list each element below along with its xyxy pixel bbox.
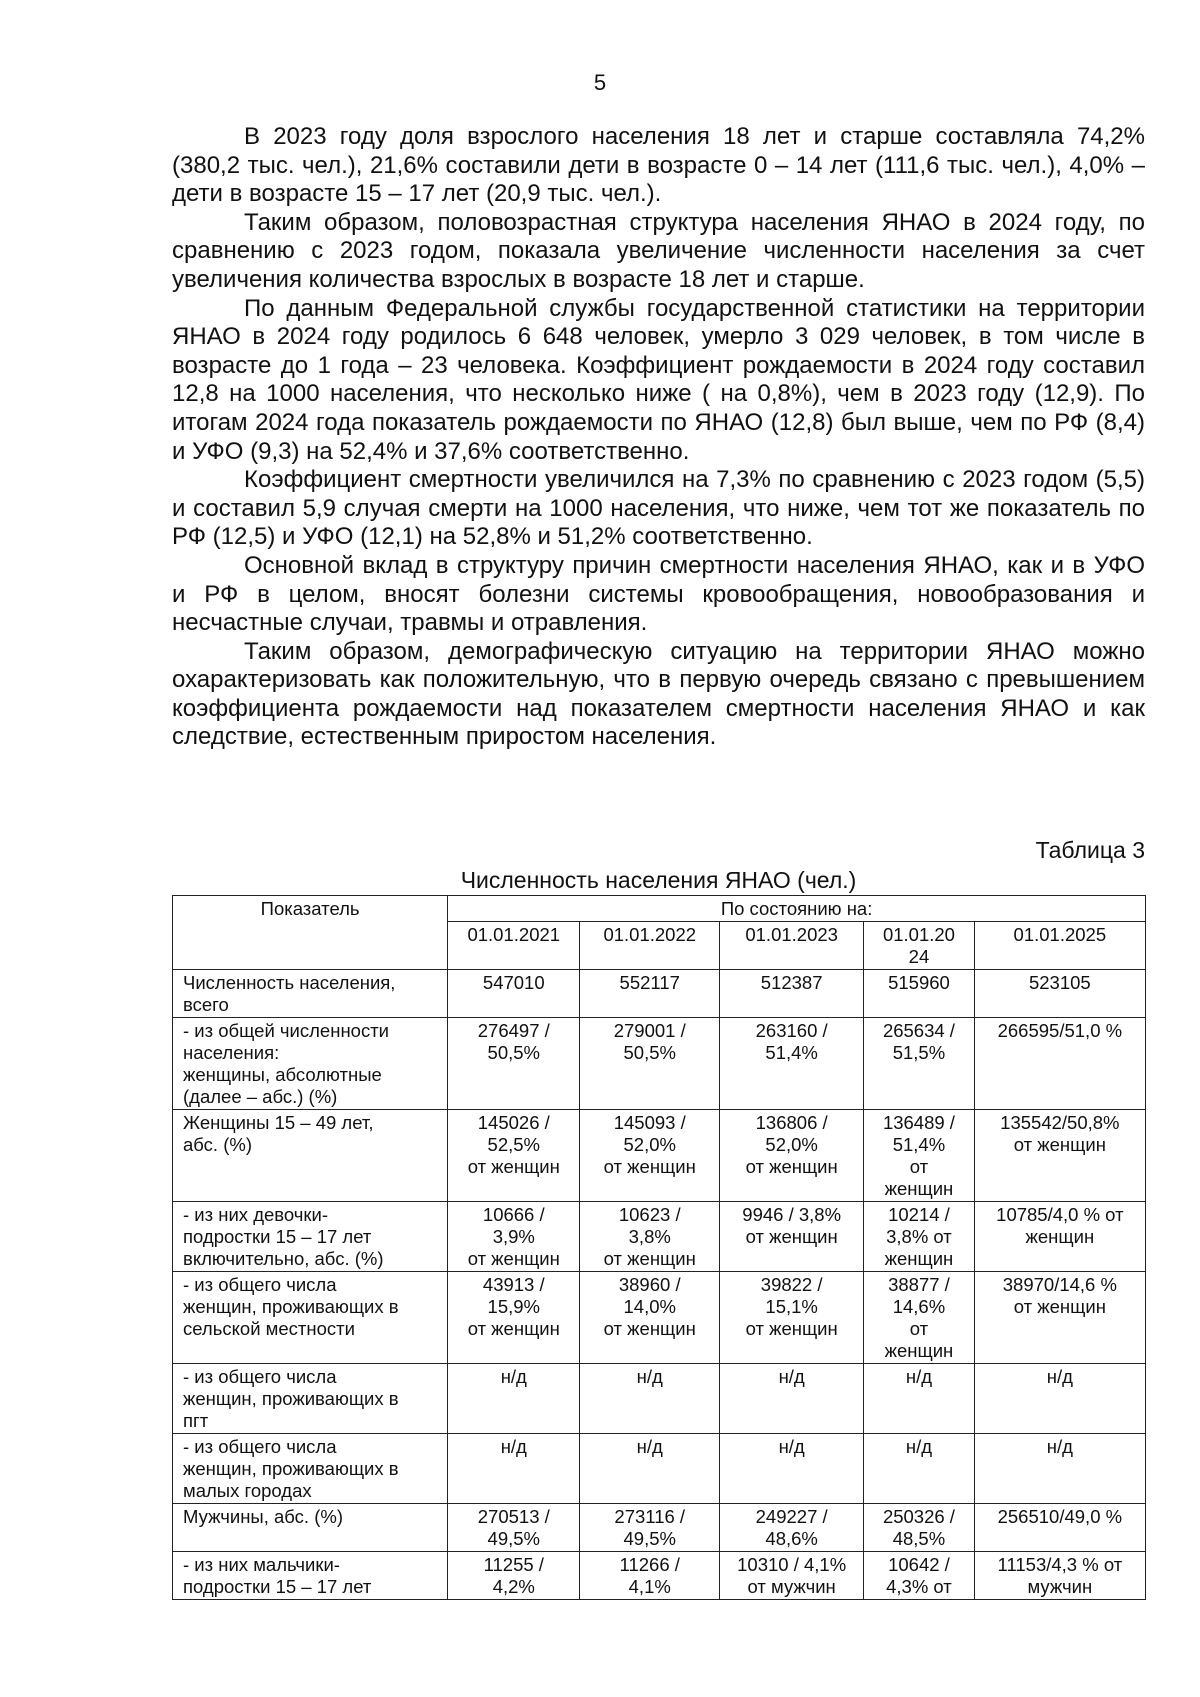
- cell-value: 263160 / 51,4%: [720, 1018, 864, 1110]
- header-date: 01.01.20 24: [864, 922, 975, 970]
- table-title: Численность населения ЯНАО (чел.): [460, 867, 857, 893]
- cell-value: 256510/49,0 %: [974, 1504, 1145, 1552]
- cell-value: 39822 / 15,1% от женщин: [720, 1272, 864, 1364]
- cell-value: 11266 / 4,1%: [580, 1552, 720, 1600]
- header-date: 01.01.2021: [448, 922, 580, 970]
- row-label: - из них мальчики- подростки 15 – 17 лет: [173, 1552, 448, 1600]
- cell-value: 276497 / 50,5%: [448, 1018, 580, 1110]
- cell-value: н/д: [864, 1364, 975, 1434]
- cell-value: 43913 / 15,9% от женщин: [448, 1272, 580, 1364]
- cell-value: 512387: [720, 970, 864, 1018]
- paragraph: В 2023 году доля взрослого населения 18 лет и старше составляла 74,2% (380,2 тыс. чел.), 21,6% составили дети в возрасте 0 – 14 лет (111,6 тыс. чел.), 4,0% – дети в возрасте 15 – 17 лет (20,9 тыс. чел.).: [172, 123, 1145, 208]
- cell-value: н/д: [448, 1364, 580, 1434]
- paragraph: Таким образом, демографическую ситуацию на территории ЯНАО можно охарактеризовать как положительную, что в первую очередь связано с превышением коэффициента рождаемости над показателем смертности населения ЯНАО и как следствие, естественным приростом населения.: [172, 637, 1145, 751]
- row-label: - из общего числа женщин, проживающих в сельской местности: [173, 1272, 448, 1364]
- body-text: [172, 123, 1145, 752]
- cell-value: н/д: [580, 1434, 720, 1504]
- row-label: - из общего числа женщин, проживающих в пгт: [173, 1364, 448, 1434]
- page-number: 5: [593, 70, 607, 95]
- cell-value: 249227 / 48,6%: [720, 1504, 864, 1552]
- header-indicator: Показатель: [173, 896, 448, 970]
- table-row: [173, 1202, 1146, 1272]
- cell-value: 136489 / 51,4% от женщин: [864, 1110, 975, 1202]
- table-label: Таблица 3: [1035, 837, 1145, 863]
- table-row: [173, 1272, 1146, 1364]
- header-group: По состоянию на:: [448, 896, 1146, 922]
- cell-value: 10623 / 3,8% от женщин: [580, 1202, 720, 1272]
- header-date: 01.01.2023: [720, 922, 864, 970]
- cell-value: 515960: [864, 970, 975, 1018]
- table-row: [173, 1504, 1146, 1552]
- cell-value: 552117: [580, 970, 720, 1018]
- cell-value: н/д: [974, 1434, 1145, 1504]
- cell-value: н/д: [580, 1364, 720, 1434]
- cell-value: 38877 / 14,6% от женщин: [864, 1272, 975, 1364]
- paragraph: Таким образом, половозрастная структура населения ЯНАО в 2024 году, по сравнению с 2023 годом, показала увеличение численности населения за счет увеличения количества взрослых в возрасте 18 лет и старше.: [172, 208, 1145, 293]
- table-row: [173, 970, 1146, 1018]
- table-header-row: [173, 896, 1146, 922]
- cell-value: 523105: [974, 970, 1145, 1018]
- cell-value: 136806 / 52,0% от женщин: [720, 1110, 864, 1202]
- cell-value: н/д: [448, 1434, 580, 1504]
- cell-value: 145093 / 52,0% от женщин: [580, 1110, 720, 1202]
- cell-value: 10666 / 3,9% от женщин: [448, 1202, 580, 1272]
- row-label: Мужчины, абс. (%): [173, 1504, 448, 1552]
- cell-value: 279001 / 50,5%: [580, 1018, 720, 1110]
- cell-value: 270513 / 49,5%: [448, 1504, 580, 1552]
- cell-value: н/д: [864, 1434, 975, 1504]
- table-row: [173, 1110, 1146, 1202]
- cell-value: н/д: [720, 1434, 864, 1504]
- cell-value: 547010: [448, 970, 580, 1018]
- table-row: [173, 1364, 1146, 1434]
- cell-value: 38960 / 14,0% от женщин: [580, 1272, 720, 1364]
- header-date: 01.01.2022: [580, 922, 720, 970]
- cell-value: н/д: [720, 1364, 864, 1434]
- cell-value: 9946 / 3,8% от женщин: [720, 1202, 864, 1272]
- cell-value: 10310 / 4,1% от мужчин: [720, 1552, 864, 1600]
- cell-value: 38970/14,6 % от женщин: [974, 1272, 1145, 1364]
- table-row: [173, 1434, 1146, 1504]
- population-table: [172, 895, 1146, 1600]
- cell-value: 135542/50,8% от женщин: [974, 1110, 1145, 1202]
- paragraph: Основной вклад в структуру причин смертности населения ЯНАО, как и в УФО и РФ в целом, вносят болезни системы кровообращения, новообразования и несчастные случаи, травмы и отравления.: [172, 551, 1145, 637]
- row-label: Численность населения, всего: [173, 970, 448, 1018]
- cell-value: 265634 / 51,5%: [864, 1018, 975, 1110]
- cell-value: 266595/51,0 %: [974, 1018, 1145, 1110]
- row-label: Женщины 15 – 49 лет, абс. (%): [173, 1110, 448, 1202]
- row-label: - из общей численности населения: женщины, абсолютные (далее – абс.) (%): [173, 1018, 448, 1110]
- cell-value: 10642 / 4,3% от: [864, 1552, 975, 1600]
- cell-value: 11153/4,3 % от мужчин: [974, 1552, 1145, 1600]
- header-date: 01.01.2025: [974, 922, 1145, 970]
- cell-value: 145026 / 52,5% от женщин: [448, 1110, 580, 1202]
- row-label: - из них девочки- подростки 15 – 17 лет включительно, абс. (%): [173, 1202, 448, 1272]
- cell-value: 10214 / 3,8% от женщин: [864, 1202, 975, 1272]
- cell-value: 11255 / 4,2%: [448, 1552, 580, 1600]
- cell-value: н/д: [974, 1364, 1145, 1434]
- cell-value: 10785/4,0 % от женщин: [974, 1202, 1145, 1272]
- row-label: - из общего числа женщин, проживающих в малых городах: [173, 1434, 448, 1504]
- cell-value: 250326 / 48,5%: [864, 1504, 975, 1552]
- table-row: [173, 1018, 1146, 1110]
- cell-value: 273116 / 49,5%: [580, 1504, 720, 1552]
- paragraph: По данным Федеральной службы государственной статистики на территории ЯНАО в 2024 году родилось 6 648 человек, умерло 3 029 человек, в том числе в возрасте до 1 года – 23 человека. Коэффициент рождаемости в 2024 году составил 12,8 на 1000 населения, что несколько ниже ( на 0,8%), чем в 2023 году (12,9). По итогам 2024 года показатель рождаемости по ЯНАО (12,8) был выше, чем по РФ (8,4) и УФО (9,3) на 52,4% и 37,6% соответственно.: [172, 294, 1145, 465]
- table-row: [173, 1552, 1146, 1600]
- paragraph: Коэффициент смертности увеличился на 7,3% по сравнению с 2023 годом (5,5) и составил 5,9 случая смерти на 1000 населения, что ниже, чем тот же показатель по РФ (12,5) и УФО (12,1) на 52,8% и 51,2% соответственно.: [172, 466, 1145, 551]
